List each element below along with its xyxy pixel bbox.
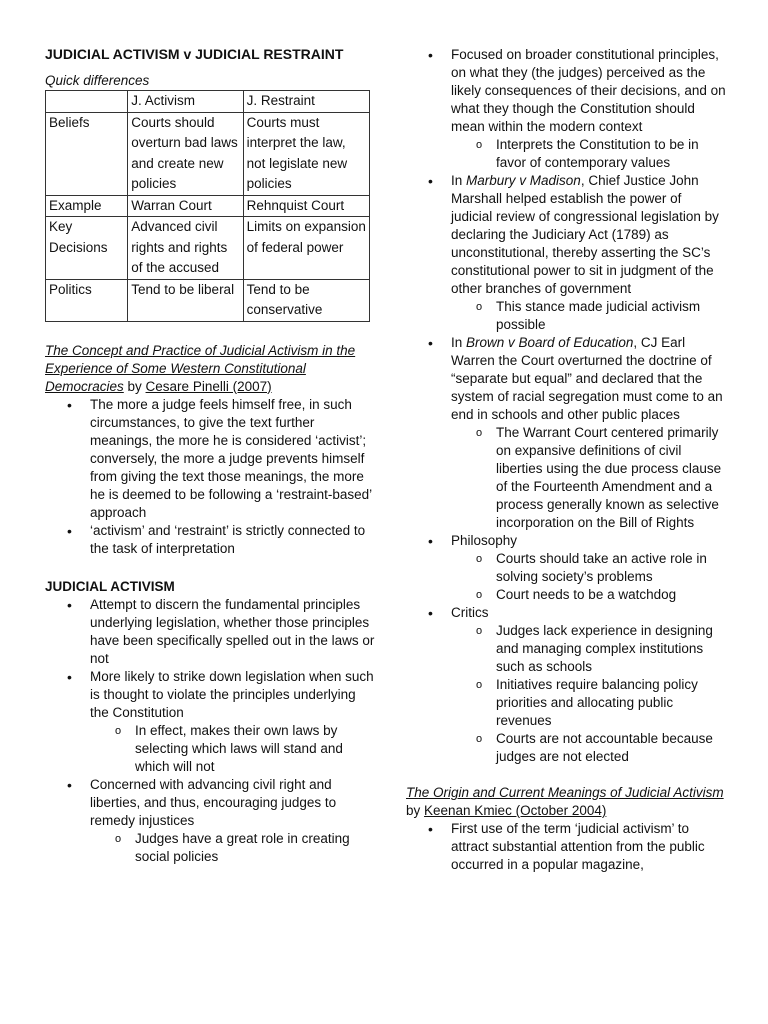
sub-list (451, 136, 726, 172)
sub-list-item: o Judges have a great role in creating social policies (90, 830, 375, 866)
right-column (406, 46, 726, 874)
table-header-row (46, 91, 370, 113)
reference-title: The Concept and Practice of Judicial Activism in the Experience of Some Western Constitutional Democracies (45, 342, 356, 394)
table-cell: Tend to be conservative (243, 279, 369, 321)
table-cell: Warran Court (128, 195, 243, 217)
sub-list-item: o Judges lack experience in designing and managing complex institutions such as schools (451, 622, 726, 676)
right-bullets (406, 46, 726, 766)
list-item-text: Attempt to discern the fundamental principles underlying legislation, whether those principles have been specifically spelled out in the laws or not (90, 596, 375, 666)
list-item-text: Philosophy (451, 533, 518, 548)
table-cell: J. Activism (128, 91, 243, 113)
list-item (406, 334, 726, 532)
list-item (45, 668, 375, 776)
list-item-text: Focused on broader constitutional principles, on what they (the judges) perceived as the likely consequences of their decisions, and on what they though the Constitution should mean within the modern context (451, 47, 726, 134)
reference-pinelli (45, 342, 375, 396)
left-column (45, 46, 375, 866)
pinelli-bullets (45, 396, 375, 558)
list-item: • ‘activism’ and ‘restraint’ is strictly connected to the task of interpretation (45, 522, 375, 558)
page-title: JUDICIAL ACTIVISM v JUDICIAL RESTRAINT (45, 46, 344, 62)
sub-list (451, 622, 726, 766)
list-item: • The more a judge feels himself free, in such circumstances, to give the text further meanings, the more he is considered ‘activist’; conversely, the more a judge prevents himself from giving the text those meanings, the more he is deemed to be following a ‘restraint-based’ approach (45, 396, 375, 522)
reference-author: Cesare Pinelli (2007) (145, 378, 272, 394)
reference-author: Keenan Kmiec (October 2004) (424, 803, 607, 818)
list-item-text: Critics (451, 605, 489, 620)
sub-list (451, 424, 726, 532)
sub-list-item: o Court needs to be a watchdog (451, 586, 726, 604)
table-cell (46, 91, 128, 113)
list-item (406, 172, 726, 334)
reference-title: The Origin and Current Meanings of Judicial Activism (406, 785, 724, 800)
table-row (46, 279, 370, 321)
reference-kmiec (406, 784, 726, 820)
case-name: Brown v Board of Education (466, 335, 634, 350)
list-item (406, 46, 726, 172)
list-item-text: Concerned with advancing civil right and liberties, and thus, encouraging judges to remedy injustices (90, 776, 337, 828)
list-item (406, 604, 726, 766)
case-name: Marbury v Madison (466, 173, 581, 188)
sub-list-item: o Interprets the Constitution to be in favor of contemporary values (451, 136, 726, 172)
table-cell: Tend to be liberal (128, 279, 243, 321)
case-prefix: In (451, 173, 467, 188)
quick-differences-label: Quick differences (45, 73, 150, 88)
sub-list (90, 722, 375, 776)
sub-list-item: o Initiatives require balancing policy priorities and allocating public revenues (451, 676, 726, 730)
table-cell: Key Decisions (46, 217, 128, 280)
table-cell: Beliefs (46, 112, 128, 195)
table-row (46, 195, 370, 217)
sub-list-item: o Courts should take an active role in solving society’s problems (451, 550, 726, 586)
list-item-text: , Chief Justice John Marshall helped establish the power of judicial review of congressional legislation by declaring the Judiciary Act (1789) as unconstitutional, thereby asserting the SC’s constitutional power to sit in judgment of the other branches of government (451, 173, 719, 296)
table-cell: Rehnquist Court (243, 195, 369, 217)
list-item-text: More likely to strike down legislation when such is thought to violate the principles underlying the Constitution (90, 668, 374, 720)
table-cell: J. Restraint (243, 91, 369, 113)
sub-list (451, 550, 726, 604)
reference-by: by (406, 803, 425, 818)
sub-list-item: o Courts are not accountable because judges are not elected (451, 730, 726, 766)
sub-list (451, 298, 726, 334)
table-cell: Politics (46, 279, 128, 321)
kmiec-bullets (406, 820, 726, 874)
section-heading-activism: JUDICIAL ACTIVISM (45, 578, 175, 594)
table-cell: Courts must interpret the law, not legislate new policies (243, 112, 369, 195)
list-item-text: , CJ Earl Warren the Court overturned the doctrine of “separate but equal” and declared that the system of racial segregation must come to an end in schools and other public places (451, 335, 723, 422)
reference-by: by (123, 378, 146, 394)
sub-list (90, 830, 375, 866)
table-cell: Limits on expansion of federal power (243, 217, 369, 280)
sub-list-item: o In effect, makes their own laws by selecting which laws will stand and which will not (90, 722, 375, 776)
table-cell: Example (46, 195, 128, 217)
list-item (45, 776, 375, 866)
table-row (46, 217, 370, 280)
sub-list-item: o The Warrant Court centered primarily on expansive definitions of civil liberties using the due process clause of the Fourteenth Amendment and a process generally known as selective incorporation on the Bill of Rights (451, 424, 726, 532)
comparison-table (45, 90, 370, 322)
list-item (406, 532, 726, 604)
table-row (46, 112, 370, 195)
sub-list-item: o This stance made judicial activism possible (451, 298, 726, 334)
table-cell: Advanced civil rights and rights of the accused (128, 217, 243, 280)
list-item (45, 596, 375, 668)
table-cell: Courts should overturn bad laws and create new policies (128, 112, 243, 195)
case-prefix: In (451, 335, 467, 350)
list-item: • First use of the term ‘judicial activism’ to attract substantial attention from the public occurred in a popular magazine, (406, 820, 726, 874)
activism-bullets (45, 596, 375, 866)
